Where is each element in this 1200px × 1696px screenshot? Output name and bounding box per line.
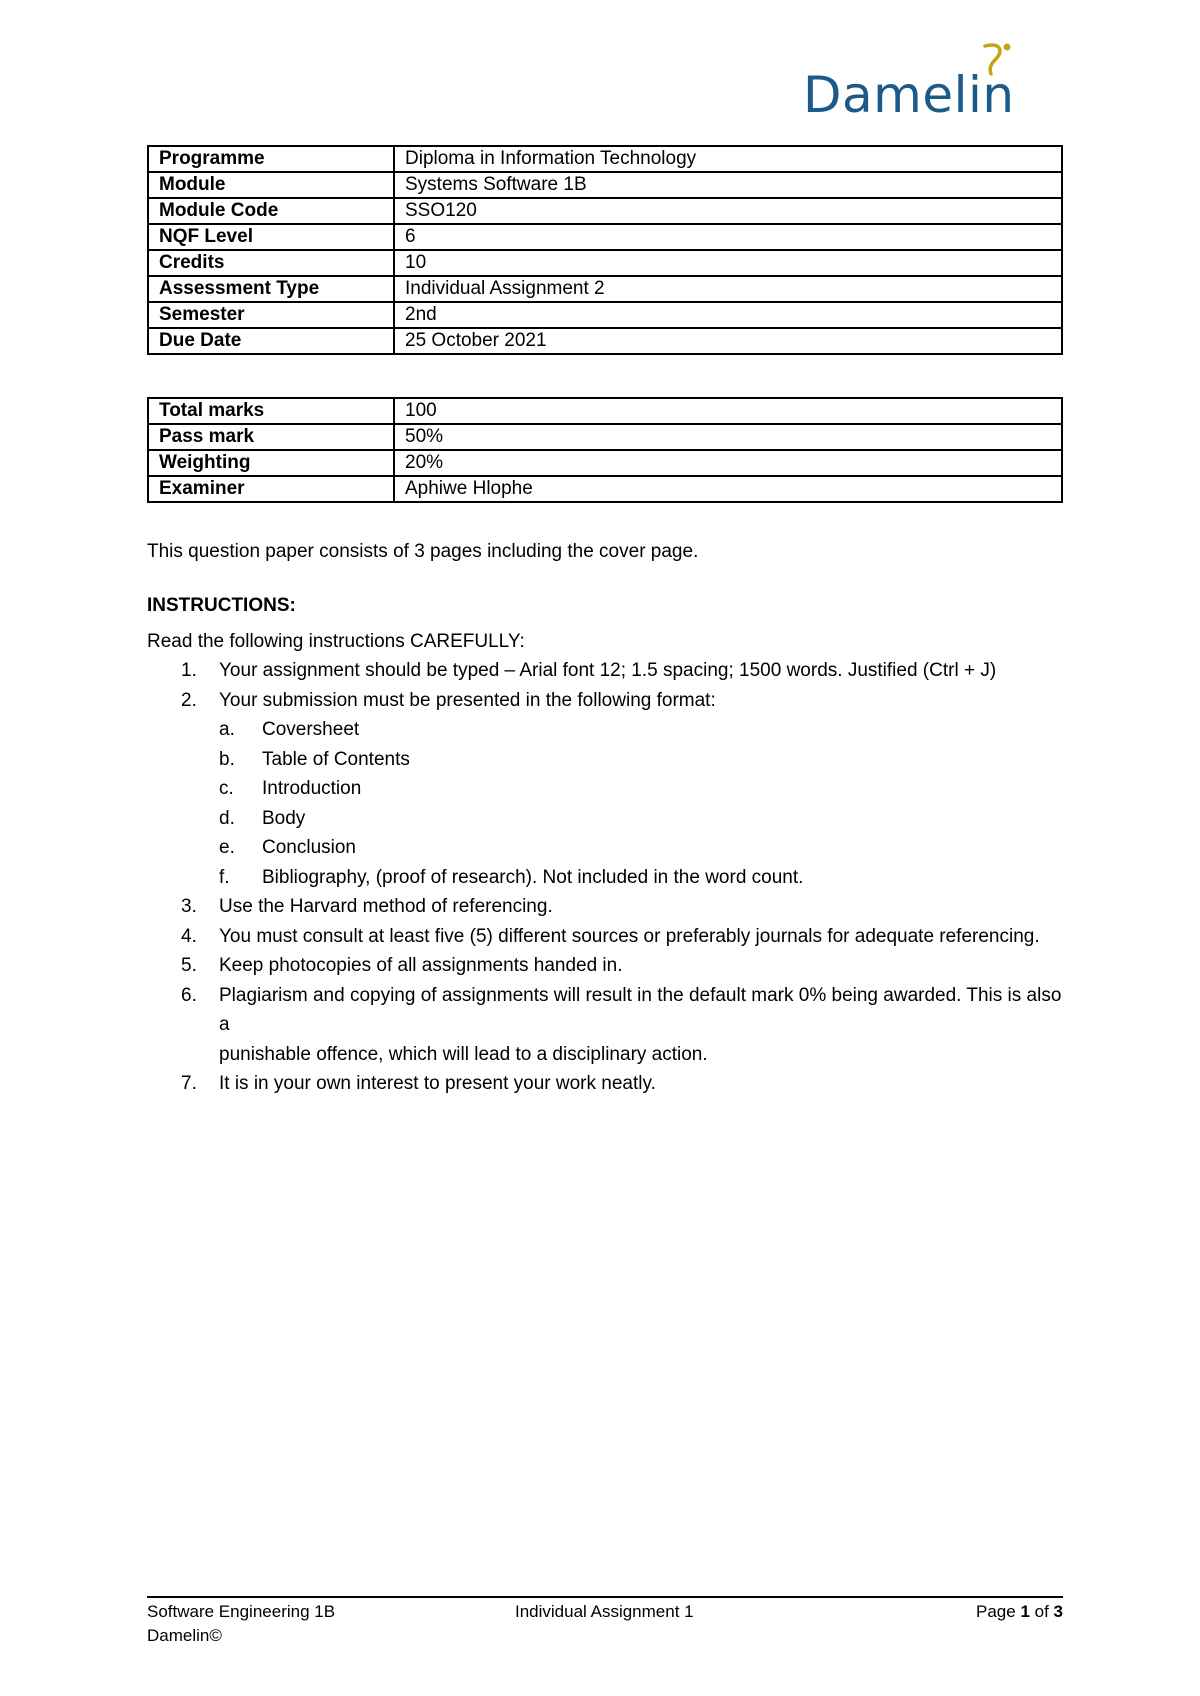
format-item bbox=[219, 863, 1067, 893]
instruction-text: Your submission must be presented in the following format: bbox=[219, 689, 716, 711]
field-value: 20% bbox=[394, 450, 1062, 476]
logo-text: Damelin bbox=[803, 66, 1015, 124]
field-label: Credits bbox=[148, 250, 394, 276]
module-info-row bbox=[148, 172, 1062, 198]
field-value: 10 bbox=[394, 250, 1062, 276]
instruction-text: You must consult at least five (5) different sources or preferably journals for adequate referencing. bbox=[219, 925, 1040, 947]
format-item bbox=[219, 715, 1067, 745]
field-value: 2nd bbox=[394, 302, 1062, 328]
format-text: Bibliography, (proof of research). Not included in the word count. bbox=[262, 866, 804, 888]
field-value: 25 October 2021 bbox=[394, 328, 1062, 354]
instruction-text-continued: punishable offence, which will lead to a disciplinary action. bbox=[219, 1043, 708, 1065]
field-label: Semester bbox=[148, 302, 394, 328]
marks-info-row bbox=[148, 424, 1062, 450]
module-info-row bbox=[148, 276, 1062, 302]
format-list bbox=[219, 715, 1067, 892]
page-current: 1 bbox=[1020, 1602, 1030, 1621]
module-info-row bbox=[148, 250, 1062, 276]
field-label: Pass mark bbox=[148, 424, 394, 450]
instruction-number: 1. bbox=[181, 660, 197, 681]
instruction-number: 2. bbox=[181, 689, 197, 711]
instruction-number: 3. bbox=[181, 896, 197, 917]
field-label: Module Code bbox=[148, 198, 394, 224]
format-text: Introduction bbox=[262, 778, 362, 799]
format-text: Coversheet bbox=[262, 719, 360, 740]
module-info-row bbox=[148, 302, 1062, 328]
damelin-logo bbox=[803, 40, 1043, 128]
instruction-item bbox=[147, 686, 1067, 893]
format-letter: f. bbox=[219, 866, 230, 888]
pages-note: This question paper consists of 3 pages including the cover page. bbox=[147, 541, 699, 562]
instruction-text: Use the Harvard method of referencing. bbox=[219, 896, 553, 917]
instruction-text: It is in your own interest to present your work neatly. bbox=[219, 1073, 656, 1094]
page-of: of bbox=[1029, 1602, 1054, 1621]
format-letter: a. bbox=[219, 719, 235, 740]
field-value: Individual Assignment 2 bbox=[394, 276, 1062, 302]
field-label: NQF Level bbox=[148, 224, 394, 250]
footer-assignment: Individual Assignment 1 bbox=[515, 1602, 694, 1621]
instruction-item bbox=[147, 892, 1067, 922]
marks-info-row bbox=[148, 450, 1062, 476]
module-info-row bbox=[148, 146, 1062, 172]
module-info-table bbox=[147, 145, 1063, 355]
format-letter: c. bbox=[219, 778, 234, 799]
format-letter: d. bbox=[219, 807, 235, 829]
marks-info-table bbox=[147, 397, 1063, 503]
instruction-number: 5. bbox=[181, 955, 197, 976]
field-value: Aphiwe Hlophe bbox=[394, 476, 1062, 502]
instruction-number: 7. bbox=[181, 1073, 197, 1094]
footer-course: Software Engineering 1B bbox=[147, 1602, 336, 1621]
field-label: Total marks bbox=[148, 398, 394, 424]
format-letter: e. bbox=[219, 837, 235, 858]
module-info-row bbox=[148, 328, 1062, 354]
field-value: 100 bbox=[394, 398, 1062, 424]
footer-page-number bbox=[976, 1601, 1063, 1623]
instructions-list bbox=[147, 656, 1067, 1099]
instruction-text: Your assignment should be typed – Arial font 12; 1.5 spacing; 1500 words. Justified (Ctrl + J) bbox=[219, 660, 997, 681]
footer-copyright: Damelin© bbox=[147, 1626, 222, 1645]
marks-info-row bbox=[148, 476, 1062, 502]
page-total: 3 bbox=[1053, 1602, 1063, 1621]
format-item bbox=[219, 833, 1067, 863]
instruction-number: 4. bbox=[181, 925, 197, 947]
footer-rule bbox=[147, 1596, 1063, 1598]
field-value: SSO120 bbox=[394, 198, 1062, 224]
module-info-row bbox=[148, 224, 1062, 250]
field-label: Module bbox=[148, 172, 394, 198]
field-value: Systems Software 1B bbox=[394, 172, 1062, 198]
marks-info-row bbox=[148, 398, 1062, 424]
instruction-item bbox=[147, 656, 1067, 686]
module-info-row bbox=[148, 198, 1062, 224]
instructions-intro: Read the following instructions CAREFULLY: bbox=[147, 631, 525, 652]
marks-info-body bbox=[148, 398, 1062, 502]
format-item bbox=[219, 804, 1067, 834]
format-item bbox=[219, 774, 1067, 804]
instruction-item bbox=[147, 922, 1067, 952]
page-prefix: Page bbox=[976, 1602, 1021, 1621]
instruction-text: Keep photocopies of all assignments handed in. bbox=[219, 955, 623, 976]
instruction-item bbox=[147, 981, 1067, 1070]
module-info-body bbox=[148, 146, 1062, 354]
format-item bbox=[219, 745, 1067, 775]
instruction-text: Plagiarism and copying of assignments will result in the default mark 0% being awarded. This is also a bbox=[219, 984, 1062, 1035]
field-label: Examiner bbox=[148, 476, 394, 502]
field-value: Diploma in Information Technology bbox=[394, 146, 1062, 172]
format-letter: b. bbox=[219, 748, 235, 770]
format-text: Conclusion bbox=[262, 837, 356, 858]
field-label: Programme bbox=[148, 146, 394, 172]
instructions-heading: INSTRUCTIONS: bbox=[147, 595, 296, 616]
instruction-item bbox=[147, 1069, 1067, 1099]
field-label: Assessment Type bbox=[148, 276, 394, 302]
instruction-number: 6. bbox=[181, 984, 197, 1006]
format-text: Body bbox=[262, 807, 306, 829]
format-text: Table of Contents bbox=[262, 748, 410, 770]
field-value: 50% bbox=[394, 424, 1062, 450]
field-label: Due Date bbox=[148, 328, 394, 354]
instruction-item bbox=[147, 951, 1067, 981]
field-label: Weighting bbox=[148, 450, 394, 476]
field-value: 6 bbox=[394, 224, 1062, 250]
